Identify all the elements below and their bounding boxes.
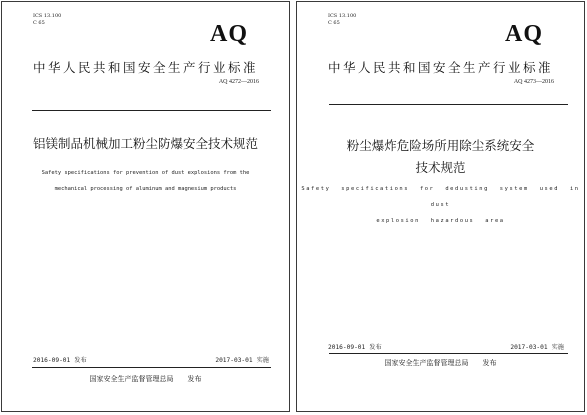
impl-date-value: 2017-03-01 [215, 357, 253, 364]
issue-date-label: 发布 [369, 344, 382, 351]
standard-category-title: 中华人民共和国安全生产行业标准 [327, 60, 553, 75]
standard-number: AQ 4273—2016 [513, 79, 554, 85]
footer-divider [329, 353, 568, 354]
title-cn-line-1: 粉尘爆炸危险场所用除尘系统安全 [346, 138, 535, 153]
issuer-name: 国家安全生产监督管理总局 [89, 375, 174, 383]
aq-mark: AQ [505, 21, 543, 47]
issue-date-label: 发布 [74, 357, 87, 364]
ics-code: ICS 13.100 [328, 13, 357, 19]
header-divider [32, 110, 271, 111]
issue-date [328, 342, 382, 351]
implementation-date [215, 355, 269, 364]
cover-page-left [1, 1, 290, 412]
document-title-en [297, 181, 584, 229]
standard-category-title: 中华人民共和国安全生产行业标准 [32, 60, 258, 75]
classification-codes [328, 13, 356, 27]
classification-codes [33, 13, 61, 27]
issuing-authority [2, 374, 289, 384]
ics-code: ICS 13.100 [33, 13, 62, 19]
publish-label: 发布 [187, 375, 202, 383]
issuing-authority [297, 358, 584, 368]
ccs-code: C 65 [33, 20, 45, 26]
issue-date [33, 355, 87, 364]
header-divider [329, 104, 568, 105]
title-en-line-1: Safety specifications for prevention of dust explosions from the [41, 170, 250, 176]
publish-label: 发布 [482, 359, 497, 367]
impl-date-label: 实施 [256, 357, 269, 364]
title-en-line-2: mechanical processing of aluminum and magnesium products [54, 186, 237, 192]
cover-page-right [296, 1, 585, 412]
standard-number: AQ 4272—2016 [218, 79, 259, 85]
issuer-name: 国家安全生产监督管理总局 [384, 359, 469, 367]
document-title-cn [2, 133, 289, 155]
implementation-date [510, 342, 564, 351]
document-title-cn [297, 135, 584, 179]
title-en-line-1: Safety specifications for dedusting system used in dust [301, 186, 580, 208]
issue-date-value: 2016-09-01 [328, 344, 366, 351]
title-cn-line: 铝镁制品机械加工粉尘防爆安全技术规范 [32, 136, 258, 151]
impl-date-value: 2017-03-01 [510, 344, 548, 351]
title-en-line-2: explosion hazardous area [376, 218, 505, 224]
title-cn-line-2: 技术规范 [415, 160, 466, 175]
issue-date-value: 2016-09-01 [33, 357, 71, 364]
ccs-code: C 65 [328, 20, 340, 26]
footer-divider [32, 367, 271, 368]
impl-date-label: 实施 [551, 344, 564, 351]
document-title-en [2, 165, 289, 197]
aq-mark: AQ [210, 21, 248, 47]
